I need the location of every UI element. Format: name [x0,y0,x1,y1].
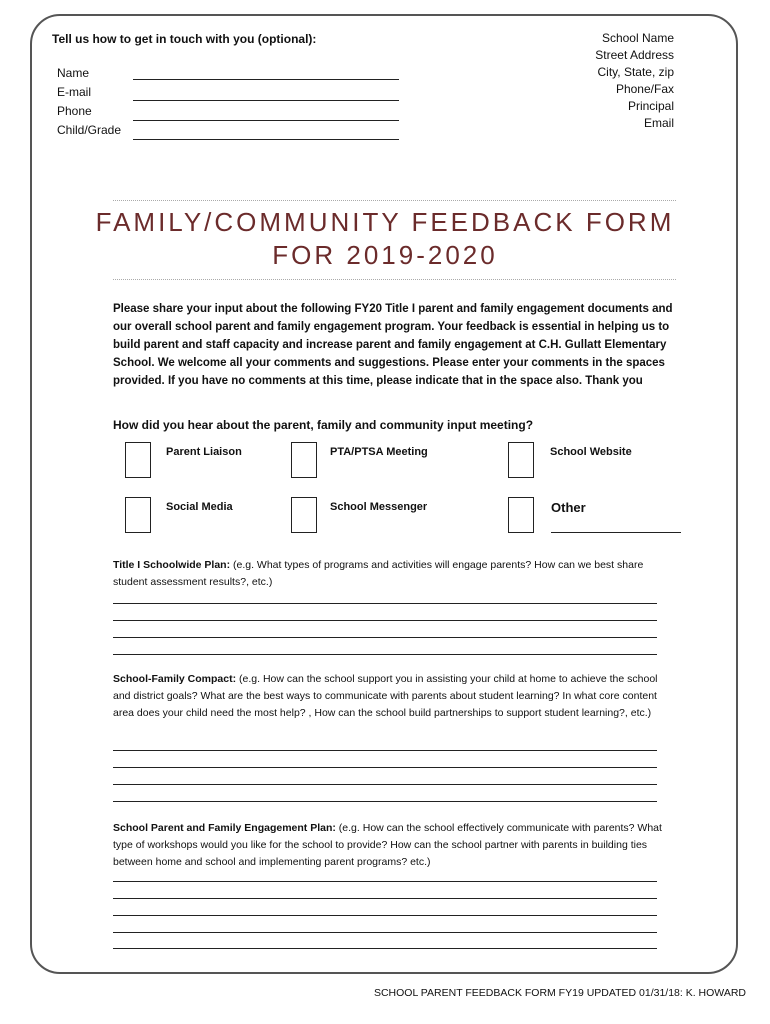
footer-text: SCHOOL PARENT FEEDBACK FORM FY19 UPDATED 01/31/18: K. HOWARD [373,987,746,999]
school-messenger-label: School Messenger [330,501,428,513]
pta-ptsa-checkbox[interactable] [291,442,317,478]
schoolwide-answer-line[interactable] [113,603,657,604]
social-media-label: Social Media [166,501,233,513]
name-label: Name [57,66,90,80]
form-title [60,206,710,272]
phone-field[interactable] [133,120,399,121]
parent-liaison-checkbox[interactable] [125,442,151,478]
form-title-line2: FOR 2019-2020 [272,240,498,270]
child-grade-label: Child/Grade [57,123,122,137]
other-checkbox[interactable] [508,497,534,533]
schoolwide-plan-heading: Title I Schoolwide Plan: [113,559,231,571]
pta-ptsa-label: PTA/PTSA Meeting [330,446,428,458]
intro-paragraph: Please share your input about the following FY20 Title I parent and family engagement documents and our overall school parent and family engagement program. Your feedback is essential in helping us to build parent and staff capacity and increase parent and family engagement at C.H. Gullatt Elementary School. We welcome all your comments and suggestions. Please enter your comments in the spaces provided. If you have no comments at this time, please indicate that in the space also. Thank you [113,303,673,387]
phone-label: Phone [57,104,92,118]
other-field[interactable] [551,532,681,533]
principal: Principal [627,99,674,113]
engagement-plan-prompt [113,820,673,871]
question-text: How did you hear about the parent, family and community input meeting? [113,418,534,432]
other-label: Other [551,500,586,515]
parent-liaison-label: Parent Liaison [166,446,242,458]
engagement-answer-line[interactable] [113,898,657,899]
engagement-answer-line[interactable] [113,932,657,933]
engagement-answer-line[interactable] [113,881,657,882]
title-rule-bottom [113,279,676,280]
engagement-answer-line[interactable] [113,915,657,916]
school-website-checkbox[interactable] [508,442,534,478]
schoolwide-answer-line[interactable] [113,637,657,638]
city-state-zip: City, State, zip [597,65,674,79]
form-title-line1: FAMILY/COMMUNITY FEEDBACK FORM [95,207,675,237]
compact-text: (e.g. How can the school support you in assisting your child at home to achieve the school and district goals? What are the best ways to communicate with parents about student learning? In what core content area does your child need the most help? , How can the school build partnerships to support student learning?, etc.) [113,673,658,719]
street-address: Street Address [595,48,674,62]
email-label: E-mail [57,85,92,99]
schoolwide-answer-line[interactable] [113,620,657,621]
school-info-block [595,30,674,132]
compact-answer-line[interactable] [113,784,657,785]
contact-heading: Tell us how to get in touch with you (optional): [52,32,317,46]
compact-answer-line[interactable] [113,750,657,751]
engagement-answer-line[interactable] [113,948,657,949]
email-field[interactable] [133,100,399,101]
engagement-plan-heading: School Parent and Family Engagement Plan: [113,822,336,834]
title-rule-top [113,200,676,201]
school-email: Email [643,116,674,130]
name-field[interactable] [133,79,399,80]
phone-fax: Phone/Fax [615,82,674,96]
school-name: School Name [601,31,674,45]
schoolwide-plan-prompt [113,557,673,591]
school-messenger-checkbox[interactable] [291,497,317,533]
compact-answer-line[interactable] [113,767,657,768]
compact-answer-line[interactable] [113,801,657,802]
compact-prompt [113,671,673,722]
child-grade-field[interactable] [133,139,399,140]
compact-heading: School-Family Compact: [113,673,237,685]
engagement-plan-text: (e.g. How can the school effectively communicate with parents? What type of workshops would you like for the school to provide? How can the school partner with parents in building ties between home and school and implementing parent programs? etc.) [113,822,662,868]
schoolwide-answer-line[interactable] [113,654,657,655]
school-website-label: School Website [550,446,632,458]
schoolwide-plan-text: (e.g. What types of programs and activities will engage parents? How can we best share student assessment results?, etc.) [113,559,644,588]
social-media-checkbox[interactable] [125,497,151,533]
